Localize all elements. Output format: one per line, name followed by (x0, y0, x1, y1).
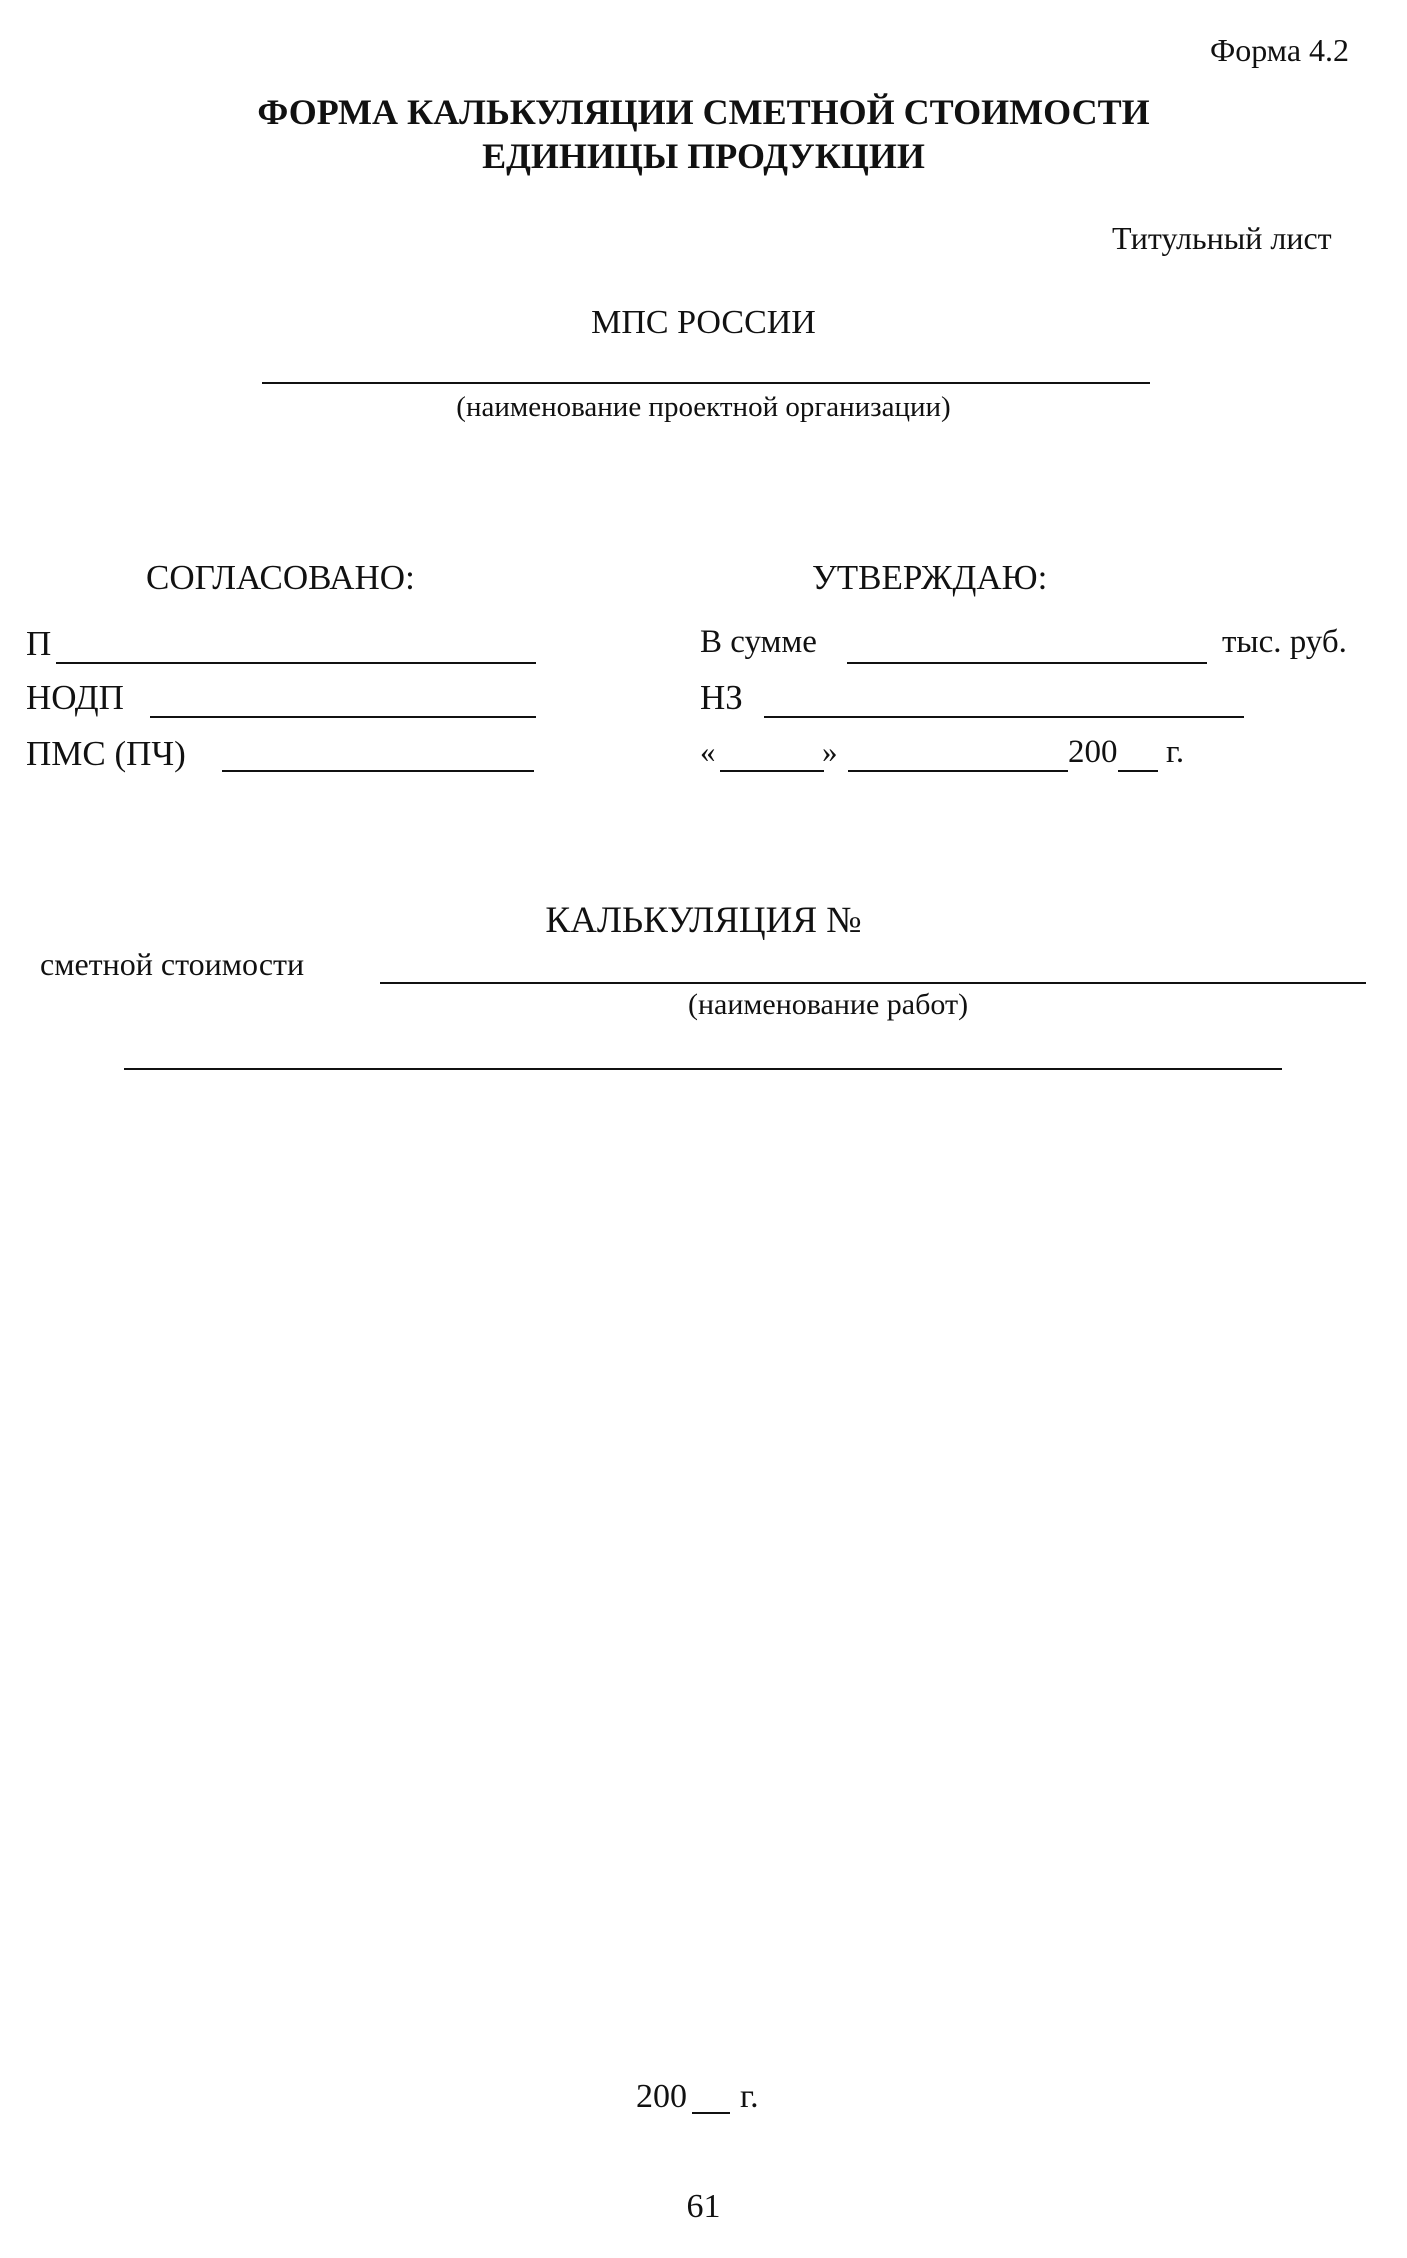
approve-sum-unit: тыс. руб. (1222, 624, 1347, 660)
approve-sum-field[interactable] (847, 662, 1207, 664)
form-number: Форма 4.2 (1210, 32, 1350, 68)
footer-year: 200 (636, 2078, 687, 2115)
footer-year-field[interactable] (692, 2112, 730, 2114)
approve-month-field[interactable] (848, 770, 1068, 772)
approve-sum-label: В сумме (700, 624, 817, 660)
approve-year-suffix: г. (1166, 734, 1185, 770)
sheet-label: Титульный лист (1112, 220, 1332, 256)
agreed-row-p-label: П (26, 624, 52, 663)
page-title-line1: ФОРМА КАЛЬКУЛЯЦИИ СМЕТНОЙ СТОИМОСТИ (257, 92, 1150, 132)
approve-year-field[interactable] (1118, 770, 1158, 772)
agreed-row-nodp-field[interactable] (150, 716, 536, 718)
calculation-works-field-line2[interactable] (124, 1068, 1282, 1070)
calculation-cost-label: сметной стоимости (40, 946, 305, 982)
agreed-row-pms-field[interactable] (222, 770, 534, 772)
agreed-row-nodp-label: НОДП (26, 678, 124, 717)
approve-day-field[interactable] (720, 770, 824, 772)
approve-nz-label: НЗ (700, 678, 743, 717)
calculation-works-field[interactable] (380, 982, 1366, 984)
approve-nz-field[interactable] (764, 716, 1244, 718)
agreed-row-pms-label: ПМС (ПЧ) (26, 734, 186, 773)
approve-heading: УТВЕРЖДАЮ: (812, 558, 1048, 597)
agreed-row-p-field[interactable] (56, 662, 536, 664)
agreed-heading: СОГЛАСОВАНО: (146, 558, 415, 597)
organization-name: МПС РОССИИ (591, 304, 816, 341)
approve-year: 200 (1068, 734, 1118, 770)
approve-quote-close: » (822, 734, 838, 769)
page-title-line2: ЕДИНИЦЫ ПРОДУКЦИИ (482, 136, 925, 176)
page-number: 61 (686, 2188, 721, 2225)
calculation-heading: КАЛЬКУЛЯЦИЯ № (545, 900, 862, 941)
footer-year-suffix: г. (740, 2078, 759, 2115)
organization-underline (262, 382, 1150, 384)
calculation-works-caption: (наименование работ) (688, 988, 969, 1021)
approve-quote-open: « (700, 734, 716, 769)
organization-caption: (наименование проектной организации) (456, 391, 951, 423)
